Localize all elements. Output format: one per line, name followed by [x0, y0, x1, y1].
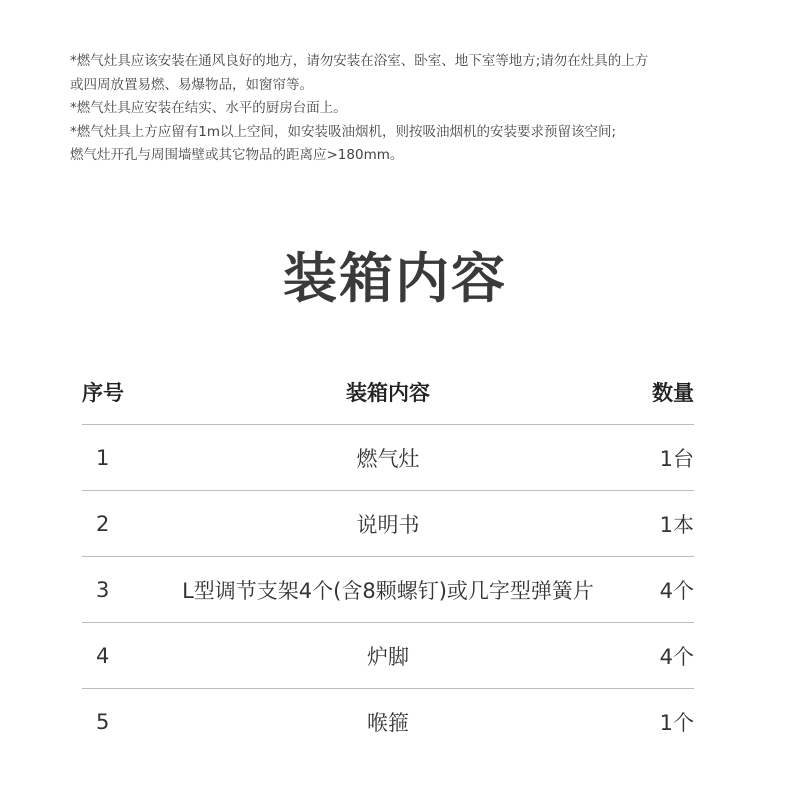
- note-line: *燃气灶具应该安装在通风良好的地方，请勿安装在浴室、卧室、地下室等地方;请勿在灶具的上方: [70, 53, 649, 69]
- cell-no: 3: [96, 577, 110, 602]
- note-line: 或四周放置易燃、易爆物品，如窗帘等。: [70, 76, 313, 93]
- cell-no: 1: [96, 445, 110, 470]
- cell-qty: 1台: [659, 446, 694, 471]
- table-header: [82, 360, 694, 425]
- table-row: [82, 689, 694, 754]
- table-row: [82, 623, 694, 689]
- cell-no: 4: [96, 643, 110, 668]
- cell-name: L型调节支架4个(含8颗螺钉)或几字型弹簧片: [182, 578, 594, 603]
- cell-qty: 4个: [659, 644, 694, 669]
- cell-name: 炉脚: [367, 644, 409, 669]
- note-line: *燃气灶具上方应留有1m以上空间，如安装吸油烟机，则按吸油烟机的安装要求预留该空间;: [70, 123, 617, 140]
- note-line: 燃气灶开孔与周围墙壁或其它物品的距离应>180mm。: [70, 147, 404, 163]
- cell-name: 燃气灶: [356, 446, 420, 471]
- cell-no: 5: [96, 709, 110, 734]
- cell-qty: 4个: [659, 578, 694, 603]
- header-qty: 数量: [652, 381, 694, 405]
- section-title: 装箱内容: [283, 247, 507, 310]
- cell-name: 说明书: [356, 512, 420, 537]
- cell-name: 喉箍: [367, 710, 409, 735]
- package-contents-table: [82, 360, 694, 754]
- cell-qty: 1个: [659, 710, 694, 735]
- cell-no: 2: [96, 511, 110, 536]
- cell-qty: 1本: [659, 512, 694, 537]
- header-no: 序号: [82, 381, 124, 405]
- table-row: [82, 425, 694, 491]
- table-row: [82, 491, 694, 557]
- table-row: [82, 557, 694, 623]
- header-name: 装箱内容: [346, 381, 430, 405]
- installation-notes: [70, 50, 710, 168]
- note-line: *燃气灶具应安装在结实、水平的厨房台面上。: [70, 100, 347, 116]
